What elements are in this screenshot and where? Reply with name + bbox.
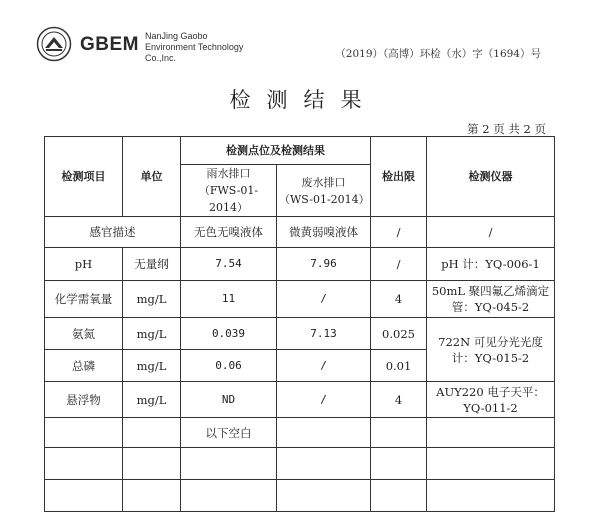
empty-cell [277, 418, 371, 448]
document-number: （2019）（高博）环检（水）字（1694）号 [335, 48, 541, 60]
empty-cell [427, 418, 555, 448]
header-limit: 检出限 [371, 137, 427, 217]
row-point-1: ND [181, 382, 277, 418]
row-limit: / [371, 248, 427, 281]
row-point-1: 0.06 [181, 350, 277, 382]
row-item: 悬浮物 [45, 382, 123, 418]
table-row [45, 418, 555, 448]
row-item: pH [45, 248, 123, 281]
header-point-1 [181, 165, 277, 217]
sensory-limit: / [371, 217, 427, 248]
row-unit: 无量纲 [123, 248, 181, 281]
empty-cell [277, 448, 371, 480]
empty-cell [427, 448, 555, 480]
row-item: 化学需氧量 [45, 281, 123, 318]
point-1-code: （FWS-01-2014） [198, 184, 259, 214]
table-row [45, 448, 555, 480]
empty-cell [45, 418, 123, 448]
row-unit: mg/L [123, 318, 181, 350]
company-name [145, 31, 243, 64]
empty-cell [371, 448, 427, 480]
page-title: 检测结果 [229, 88, 378, 112]
sensory-point-2: 微黄弱嗅液体 [277, 217, 371, 248]
sensory-point-1: 无色无嗅液体 [181, 217, 277, 248]
table-row [45, 248, 555, 281]
point-2-name: 废水排口 [301, 175, 346, 189]
sensory-item: 感官描述 [45, 217, 181, 248]
empty-cell [45, 448, 123, 480]
row-unit: mg/L [123, 281, 181, 318]
table-row [45, 281, 555, 318]
table-row [45, 318, 555, 350]
row-point-2: 7.13 [277, 318, 371, 350]
row-item: 氨氮 [45, 318, 123, 350]
row-limit: 4 [371, 281, 427, 318]
header-item: 检测项目 [45, 137, 123, 217]
row-point-1: 11 [181, 281, 277, 318]
header-point-2 [277, 165, 371, 217]
header-instrument: 检测仪器 [427, 137, 555, 217]
empty-cell [123, 448, 181, 480]
point-1-name: 雨水排口 [206, 167, 251, 180]
row-point-2: / [277, 350, 371, 382]
row-instrument: AUY220 电子天平：YQ-011-2 [427, 382, 555, 418]
company-line: Co.,Inc. [145, 53, 177, 63]
row-limit: 0.01 [371, 350, 427, 382]
row-limit: 4 [371, 382, 427, 418]
page-number: 第 2 页 共 2 页 [467, 122, 546, 136]
row-point-2: 7.96 [277, 248, 371, 281]
brand-name: GBEM [80, 34, 139, 55]
row-instrument: pH 计：YQ-006-1 [427, 248, 555, 281]
row-point-2: / [277, 281, 371, 318]
row-unit: mg/L [123, 382, 181, 418]
table-row [45, 382, 555, 418]
empty-cell [181, 448, 277, 480]
row-instrument: 722N 可见分光光度计：YQ-015-2 [427, 318, 555, 382]
row-limit: 0.025 [371, 318, 427, 350]
company-logo-icon [36, 26, 72, 62]
company-line: Environment Technology [145, 42, 244, 52]
empty-cell [371, 418, 427, 448]
header-group: 检测点位及检测结果 [181, 137, 371, 165]
sensory-instrument: / [427, 217, 555, 248]
empty-cell [123, 418, 181, 448]
row-point-2: / [277, 382, 371, 418]
company-line: NanJing Gaobo [145, 31, 208, 41]
row-point-1: 0.039 [181, 318, 277, 350]
blank-note: 以下空白 [181, 418, 277, 448]
row-point-1: 7.54 [181, 248, 277, 281]
row-instrument: 50mL 聚四氟乙烯滴定管：YQ-045-2 [427, 281, 555, 318]
results-table [44, 136, 555, 512]
point-2-code: （WS-01-2014） [279, 192, 370, 206]
row-unit: mg/L [123, 350, 181, 382]
header-unit: 单位 [123, 137, 181, 217]
row-item: 总磷 [45, 350, 123, 382]
